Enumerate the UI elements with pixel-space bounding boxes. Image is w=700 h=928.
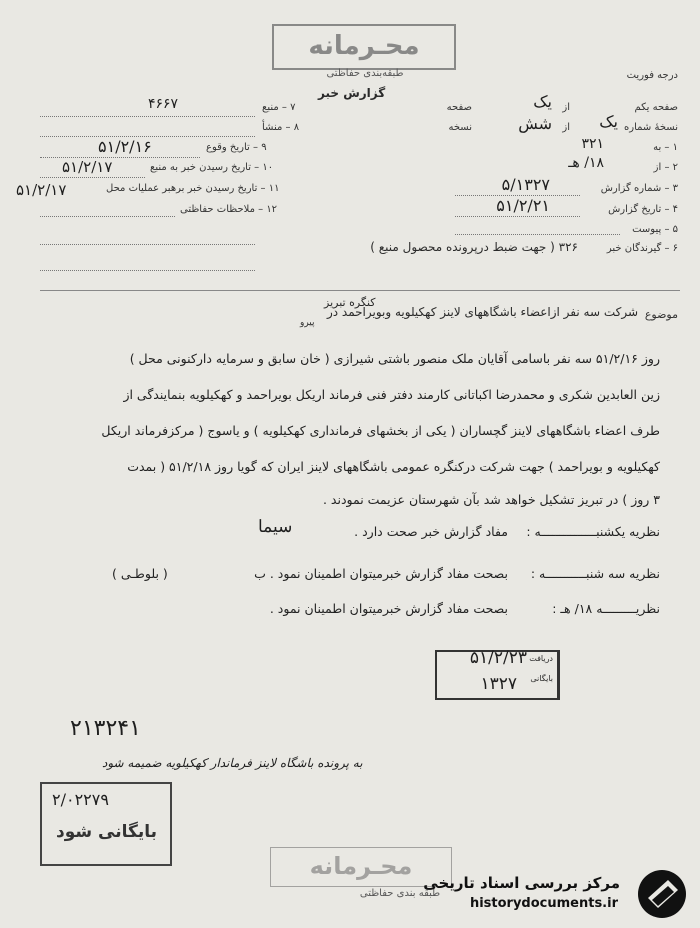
received-stamp-line1: دریافت bbox=[529, 654, 553, 663]
handwritten-number: ۲۱۳۲۴۱ bbox=[70, 716, 141, 741]
security-notes-line-2 bbox=[40, 244, 255, 245]
archive-stamp-label: بایگانی شود bbox=[56, 822, 158, 842]
opinion-1-text: مفاد گزارش خبر صحت دارد . bbox=[354, 524, 508, 539]
archive-stamp-number: ۲/۰۲۲۷۹ bbox=[52, 790, 109, 809]
history-documents-logo-icon bbox=[634, 868, 690, 920]
field-from-value: ۱۸/ هـ bbox=[568, 155, 604, 171]
copy-of: از bbox=[562, 122, 570, 133]
receipt-operations-value: ۵۱/۲/۱۷ bbox=[16, 181, 67, 199]
security-notes-line-3 bbox=[40, 270, 255, 271]
subject-insert: کنگره تبریز bbox=[324, 296, 376, 309]
security-notes-line-1 bbox=[40, 216, 175, 217]
priority-label: درجه فوریت bbox=[626, 70, 678, 81]
recipients-label: ۶ – گیرندگان خبر bbox=[606, 243, 678, 254]
section-divider bbox=[40, 290, 680, 291]
body-line-4: کهکیلویه و بویراحمد ) جهت شرکت درکنگره عمومی باشگاههای لاینز ایران که گویا روز ۵۱/۲/۱۸ ( بمدت bbox=[127, 459, 660, 474]
opinion-3-text: بصحت مفاد گزارش خبرمیتوان اطمینان نمود . bbox=[269, 601, 508, 616]
attachment-label: ۵ – پیوست bbox=[632, 224, 678, 235]
opinion-2-text: بصحت مفاد گزارش خبرمیتوان اطمینان نمود . ب bbox=[254, 566, 508, 581]
receipt-source-value: ۵۱/۲/۱۷ bbox=[62, 158, 113, 176]
receipt-source-line bbox=[40, 177, 145, 178]
page-of: از bbox=[562, 102, 570, 113]
copy-total: شش bbox=[518, 114, 552, 133]
received-stamp-value1: ۵۱/۲/۲۳ bbox=[469, 648, 527, 668]
subject-label: موضوع bbox=[644, 308, 678, 321]
opinion-3-label: نظریـــــــــه ۱۸/ هـ : bbox=[552, 601, 660, 616]
body-line-5: ۳ روز ) در تبریز تشکیل خواهد شد بآن شهرستان عزیمت نمودند . bbox=[322, 492, 660, 507]
source-line bbox=[40, 116, 255, 117]
report-title: گزارش خبر bbox=[318, 86, 386, 100]
copy-value: یک bbox=[599, 112, 618, 131]
archive-stamp bbox=[40, 782, 172, 866]
origin-label: ۸ – منشأ bbox=[262, 122, 300, 133]
body-line-1: روز ۵۱/۲/۱۶ سه نفر باسامی آقایان ملک منصور باشتی شیرازی ( خان سابق و سرمایه دارکنونی محل ) bbox=[129, 351, 660, 366]
report-number-value: ۵/۱۳۲۷ bbox=[501, 175, 550, 194]
footer-org-en: historydocuments.ir bbox=[469, 896, 618, 911]
report-date-value: ۵۱/۲/۲۱ bbox=[496, 196, 550, 215]
opinion-2-label: نظریه سه شنبـــــــــــه : bbox=[530, 566, 660, 581]
received-stamp-value2: ۱۳۲۷ bbox=[480, 674, 517, 694]
report-date-line bbox=[455, 216, 580, 217]
body-line-2: زین العابدین شکری و محمدرضا اکباتانی کارمند دفتر فنی فرماند اریکل بویراحمد و کهکیلویه بنمایندگی از bbox=[123, 387, 660, 402]
copy-label: نسخهٔ شماره bbox=[624, 122, 678, 133]
page-label: صفحه یکم bbox=[634, 102, 678, 113]
field-from-label: ۲ – از bbox=[653, 162, 678, 173]
receipt-operations-label: ۱۱ – تاریخ رسیدن خبر برهبر عملیات محل bbox=[106, 183, 280, 194]
source-value: ۴۶۶۷ bbox=[148, 96, 179, 112]
recipients-value: ۳۲۶ ( جهت ضبط درپرونده محصول منبع ) bbox=[370, 240, 578, 254]
security-notes-label: ۱۲ – ملاحظات حفاظتی bbox=[180, 204, 278, 215]
attachment-line bbox=[455, 234, 620, 235]
classification-stamp-top: محـرمانه bbox=[272, 24, 456, 70]
page-unit: صفحه bbox=[446, 102, 472, 113]
source-label: ۷ – منبع bbox=[262, 102, 296, 113]
subject-text: شرکت سه نفر ازاعضاء باشگاههای لاینز کهکیلویه وبویراحمد در bbox=[326, 305, 638, 319]
handwritten-note: به پرونده باشگاه لاینز فرماندار کهکیلویه ضمیمه شود bbox=[102, 756, 363, 770]
event-date-label: ۹ – تاریخ وقوع bbox=[206, 142, 267, 153]
classification-stamp-bottom-subtitle: طبقه بندی حفاظتی bbox=[359, 888, 441, 899]
footer-org-fa: مرکز بررسی اسناد تاریخی bbox=[423, 874, 620, 892]
opinion-2-sign: ( بلوطـی ) bbox=[112, 566, 168, 581]
received-stamp-line2: بایگانی bbox=[530, 674, 553, 683]
report-date-label: ۴ – تاریخ گزارش bbox=[608, 204, 678, 215]
opinion-1-label: نظریه یکشنبـــــــــــــــه : bbox=[526, 524, 660, 539]
field-to-label: ۱ – به bbox=[653, 142, 678, 153]
received-stamp bbox=[435, 650, 560, 700]
subject-insert-note: پیرو bbox=[300, 318, 315, 328]
classification-stamp-top-subtitle: طبقه‌بندی حفاظتی bbox=[326, 68, 404, 79]
copy-unit: نسخه bbox=[448, 122, 472, 133]
receipt-source-label: ۱۰ – تاریخ رسیدن خبر به منبع bbox=[150, 162, 274, 173]
field-to-value: ۳۲۱ bbox=[581, 136, 604, 152]
classification-stamp-bottom: محـرمانه bbox=[270, 847, 452, 887]
body-line-3: طرف اعضاء باشگاههای لاینز گچساران ( یکی از بخشهای فرمانداری کهکیلویه ) و یاسوج ( مرکزفرماند اریکل bbox=[101, 423, 660, 438]
event-date-value: ۵۱/۲/۱۶ bbox=[98, 137, 152, 156]
report-number-label: ۳ – شماره گزارش bbox=[600, 183, 678, 194]
page-total: یک bbox=[533, 92, 552, 111]
opinion-1-sign: سیما bbox=[258, 517, 293, 537]
